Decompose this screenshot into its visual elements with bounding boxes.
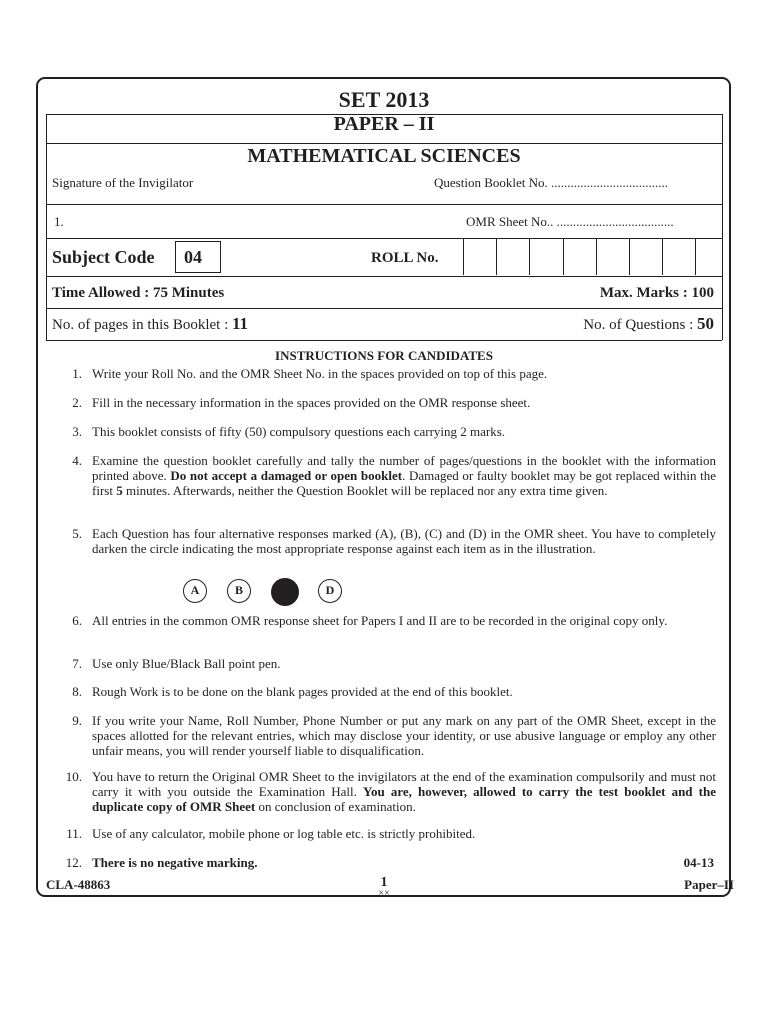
- instruction-text-part: You have to return the Original OMR Sheet to the invigilators at the end of the examination compulsorily and must not carry it with you outside the Examination Hall.: [92, 769, 716, 799]
- roll-digit-box: [563, 239, 596, 275]
- instruction-text: Each Question has four alternative responses marked (A), (B), (C) and (D) in the OMR sheet. You have to completely darken the circle indicating the most appropriate response against each item as in the illustration.: [92, 526, 716, 556]
- paper-title: PAPER – II: [333, 113, 435, 135]
- cla-code: CLA-48863: [46, 877, 111, 892]
- divider: [46, 143, 722, 144]
- instructions-heading: INSTRUCTIONS FOR CANDIDATES: [275, 348, 493, 363]
- instruction-number: 8.: [72, 684, 82, 699]
- instruction-text-part: . Damaged or faulty booklet may be got replaced within the first: [92, 468, 716, 498]
- roll-digit-box: [529, 239, 562, 275]
- pages-value: 11: [232, 314, 249, 333]
- divider: [46, 276, 722, 277]
- roll-digit-box: [662, 239, 695, 275]
- instruction-number: 9.: [72, 713, 82, 728]
- instruction-number: 11.: [66, 826, 82, 841]
- instruction-number: 2.: [72, 395, 82, 410]
- instruction-text: Use only Blue/Black Ball point pen.: [92, 656, 281, 671]
- paper-label: Paper–II: [684, 877, 734, 892]
- question-booklet-no: Question Booklet No. ....................................: [434, 175, 668, 190]
- bubble-d: D: [318, 579, 342, 603]
- pages-label: No. of pages in this Booklet :: [52, 317, 229, 333]
- instruction-bold-part: You are, however, allowed to carry the test booklet and the duplicate copy of OMR Sheet: [92, 784, 716, 814]
- subject-code-value: 04: [175, 241, 221, 273]
- invigilator-signature: Signature of the Invigilator: [52, 175, 194, 190]
- time-allowed: Time Allowed : 75 Minutes: [52, 285, 225, 301]
- bubble-c-filled: [271, 578, 299, 606]
- instruction-text: Fill in the necessary information in the spaces provided on the OMR response sheet.: [92, 395, 531, 410]
- subject-title: MATHEMATICAL SCIENCES: [247, 145, 521, 167]
- box-border-left: [46, 238, 47, 276]
- divider: [46, 308, 722, 309]
- instruction-text: Use of any calculator, mobile phone or log table etc. is strictly prohibited.: [92, 826, 476, 841]
- bubble-a: A: [183, 579, 207, 603]
- roll-no-label: ROLL No.: [371, 250, 439, 266]
- roll-digit-box: [695, 239, 728, 275]
- bubble-b: B: [227, 579, 251, 603]
- instruction-number: 7.: [72, 656, 82, 671]
- roll-digit-box: [496, 239, 529, 275]
- code-right: 04-13: [683, 855, 714, 870]
- instruction-number: 3.: [72, 424, 82, 439]
- instruction-text: All entries in the common OMR response sheet for Papers I and II are to be recorded in the original copy only.: [92, 613, 668, 628]
- omr-sheet-no: OMR Sheet No.. ....................................: [466, 214, 674, 229]
- instruction-text: This booklet consists of fifty (50) compulsory questions each carrying 2 marks.: [92, 424, 506, 439]
- instruction-number: 4.: [72, 453, 82, 468]
- subject-code-label: Subject Code: [52, 247, 155, 267]
- roll-digit-box: [629, 239, 662, 275]
- instruction-text: Rough Work is to be done on the blank pages provided at the end of this booklet.: [92, 684, 513, 699]
- divider: [46, 204, 722, 205]
- instruction-number: 1.: [72, 366, 82, 381]
- box-border-left: [46, 204, 47, 238]
- instruction-text-part: Examine the question booklet carefully and tally the number of pages/questions in the booklet with the information printed above.: [92, 453, 716, 483]
- instruction-bold-part: Do not accept a damaged or open booklet: [170, 468, 403, 483]
- max-marks: Max. Marks : 100: [599, 285, 714, 301]
- questions-value: 50: [697, 314, 714, 333]
- box-border-right: [722, 114, 723, 204]
- instruction-text-part: on conclusion of examination.: [255, 799, 416, 814]
- questions-info: [583, 314, 714, 334]
- box-border-right: [722, 276, 723, 340]
- instruction-text: If you write your Name, Roll Number, Phone Number or put any mark on any part of the OMR Sheet, except in the spaces allotted for the relevant entries, which may disclose your identity, or use abusive language or employ any other unfair means, you will render yourself liable to disqualification.: [92, 713, 716, 758]
- instruction-number: 12.: [65, 855, 82, 870]
- instruction-text: Write your Roll No. and the OMR Sheet No. in the spaces provided on top of this page.: [92, 366, 548, 381]
- instruction-text: [92, 769, 716, 814]
- instruction-text-part: minutes. Afterwards, neither the Question Booklet will be replaced nor any extra time given.: [122, 483, 608, 498]
- page-mark: ××: [378, 888, 390, 899]
- instruction-number: 6.: [72, 613, 82, 628]
- instruction-text: [92, 453, 716, 498]
- instruction-bold-part: 5: [116, 483, 123, 498]
- instruction-text: There is no negative marking.: [92, 855, 258, 870]
- divider: [46, 340, 722, 341]
- set-title: SET 2013: [338, 87, 430, 112]
- questions-label: No. of Questions :: [583, 317, 694, 333]
- instruction-number: 10.: [65, 769, 82, 784]
- instruction-number: 5.: [72, 526, 82, 541]
- page-number: 1: [380, 875, 388, 890]
- roll-digit-box: [596, 239, 629, 275]
- line-one: 1.: [54, 214, 64, 229]
- box-border-right: [722, 204, 723, 238]
- box-border-left: [46, 114, 47, 204]
- pages-info: [52, 314, 248, 334]
- roll-digit-box: [463, 239, 496, 275]
